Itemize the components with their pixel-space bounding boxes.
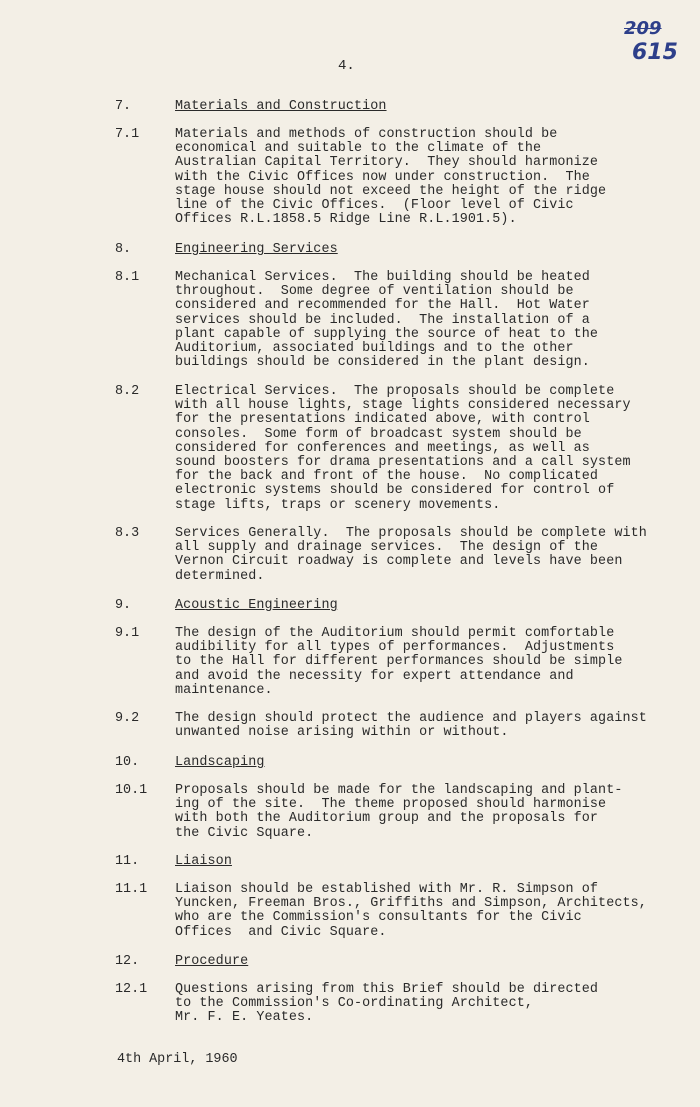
- section-paragraph: [115, 883, 685, 940]
- section-text: Mechanical Services. The building should be heated throughout. Some degree of ventilation should be considered and recommended for the Hall. Hot Water services should be included. The installation of a plant capable of supplying the source of heat to the Auditorium, associated buildings and to the other buildings should be considered in the plant design.: [175, 270, 599, 371]
- section-number: 11.1: [115, 882, 148, 897]
- section-paragraph: [115, 983, 685, 1026]
- section-text: Electrical Services. The proposals should be complete with all house lights, stage lights considered necessary for the presentations indicated above, with control consoles. Some form of broadcast system should be considered for conferences and meetings, as well as sound boosters for drama presentations and a call system for the back and front of the house. No complicated electronic systems should be considered for control of stage lifts, traps or scenery movements.: [175, 384, 631, 513]
- section-heading: [115, 955, 685, 969]
- section-title: Engineering Services: [175, 242, 338, 257]
- section-number: 11.: [115, 854, 140, 869]
- handwritten-page-number-new: 615: [632, 40, 678, 65]
- section-text: The design should protect the audience and players against unwanted noise arising within or without.: [175, 711, 647, 741]
- section-heading: [115, 855, 685, 869]
- section-title: Liaison: [175, 854, 232, 869]
- section-heading: [115, 599, 685, 613]
- section-number: 9.2: [115, 711, 140, 726]
- handwritten-page-number-old: 209: [624, 18, 662, 39]
- section-text: Proposals should be made for the landscaping and plant- ing of the site. The theme proposed should harmonise with both the Auditorium group and the proposals for the Civic Square.: [175, 783, 623, 841]
- section-number: 8.1: [115, 270, 140, 285]
- section-heading: [115, 100, 685, 114]
- section-number: 9.1: [115, 626, 140, 641]
- section-text: The design of the Auditorium should permit comfortable audibility for all types of performances. Adjustments to the Hall for different performances should be simple and avoid the necessity for expert attendance and maintenance.: [175, 626, 623, 698]
- section-paragraph: [115, 627, 685, 698]
- page-number: 4.: [338, 58, 355, 74]
- section-text: Services Generally. The proposals should be complete with all supply and drainage services. The design of the Vernon Circuit roadway is complete and levels have been determined.: [175, 526, 647, 584]
- section-heading: [115, 756, 685, 770]
- section-number: 12.1: [115, 982, 148, 997]
- section-paragraph: [115, 385, 685, 513]
- section-number: 8.3: [115, 526, 140, 541]
- section-text: Questions arising from this Brief should be directed to the Commission's Co-ordinating Architect, Mr. F. E. Yeates.: [175, 982, 599, 1026]
- section-paragraph: [115, 527, 685, 584]
- section-number: 10.1: [115, 783, 148, 798]
- section-paragraph: [115, 712, 685, 740]
- section-text: Materials and methods of construction should be economical and suitable to the climate of the Australian Capital Territory. They should harmonize with the Civic Offices now under construction. The stage house should not exceed the height of the ridge line of the Civic Offices. (Floor level of Civic Offices R.L.1858.5 Ridge Line R.L.1901.5).: [175, 127, 607, 228]
- section-number: 7.: [115, 99, 132, 114]
- section-heading: [115, 243, 685, 257]
- section-paragraph: [115, 271, 685, 370]
- section-text: Liaison should be established with Mr. R. Simpson of Yuncken, Freeman Bros., Griffiths and Simpson, Architects, who are the Commission's consultants for the Civic Offices and Civic Square.: [175, 882, 647, 940]
- section-title: Acoustic Engineering: [175, 598, 338, 613]
- document-date: 4th April, 1960: [117, 1052, 238, 1067]
- section-number: 10.: [115, 755, 140, 770]
- section-number: 7.1: [115, 127, 140, 142]
- section-title: Materials and Construction: [175, 99, 387, 114]
- section-title: Procedure: [175, 954, 249, 969]
- section-number: 9.: [115, 598, 132, 613]
- section-number: 8.: [115, 242, 132, 257]
- section-paragraph: [115, 128, 685, 227]
- section-title: Landscaping: [175, 755, 265, 770]
- section-number: 8.2: [115, 384, 140, 399]
- section-number: 12.: [115, 954, 140, 969]
- section-paragraph: [115, 784, 685, 841]
